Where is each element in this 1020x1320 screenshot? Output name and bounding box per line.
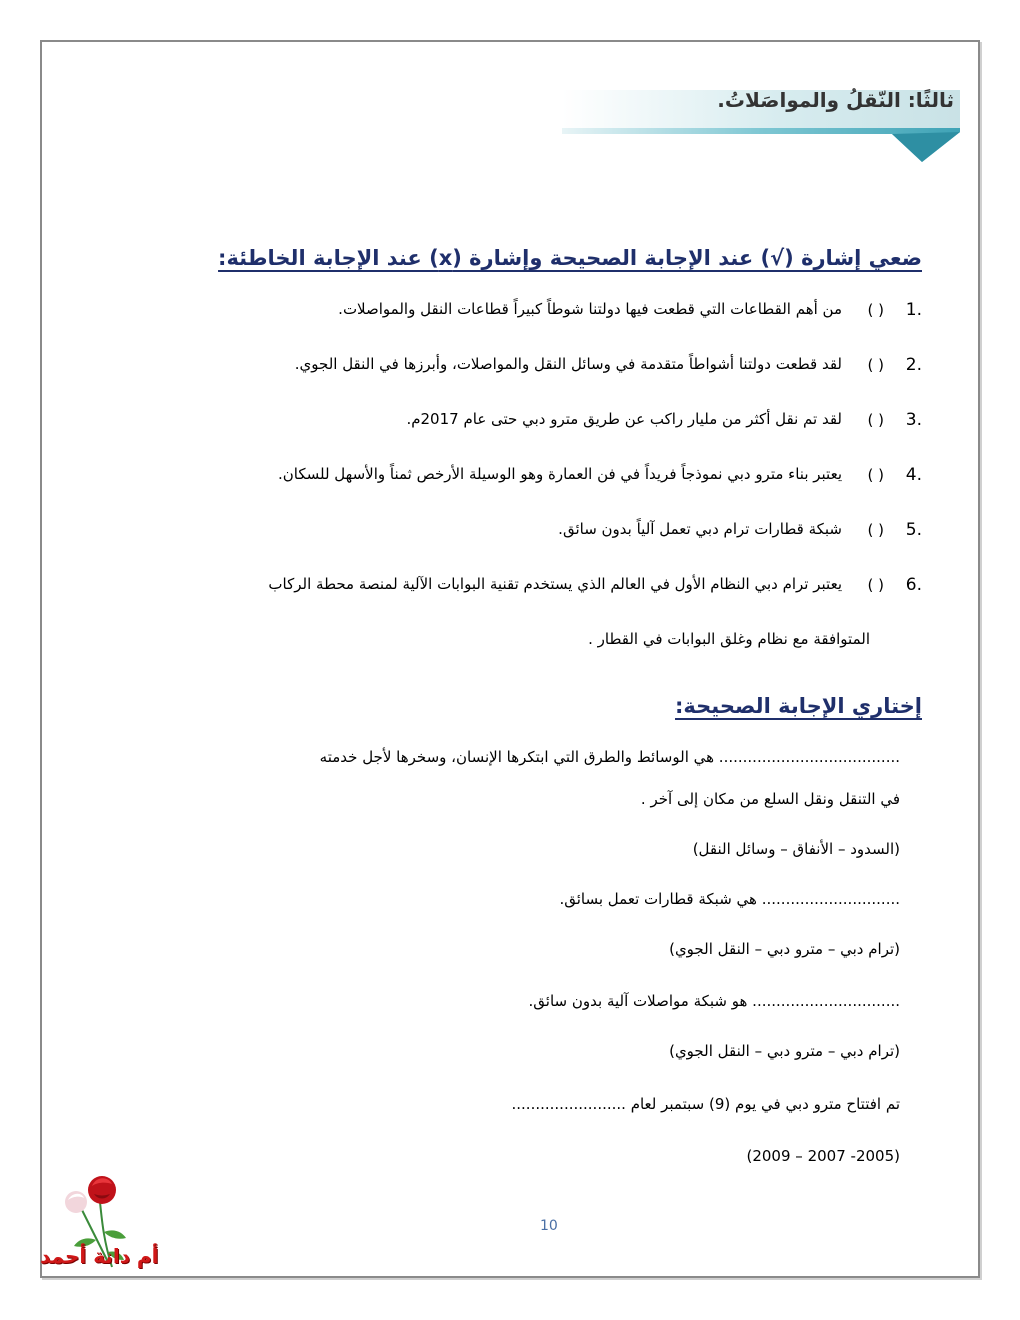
mcq-3-text: ............................... هو شبكة مواصلات آلية بدون سائق. <box>528 992 900 1010</box>
question-text: من أهم القطاعات التي قطعت فيها دولتنا شوطاً كبيراً قطاعات النقل والمواصلات. <box>338 300 842 318</box>
answer-box[interactable]: ( ) <box>867 411 884 429</box>
question-text: لقد قطعت دولتنا أشواطاً متقدمة في وسائل النقل والمواصلات، وأبرزها في النقل الجوي. <box>294 355 842 373</box>
question-number: 1. <box>905 300 922 320</box>
mcq-1-options[interactable]: (السدود – الأنفاق – وسائل النقل) <box>692 840 900 858</box>
page-number: 10 <box>540 1218 558 1234</box>
question-text: يعتبر بناء مترو دبي نموذجاً فريداً في فن العمارة وهو الوسيلة الأرخص ثمناً والأسهل للسكان. <box>277 465 842 483</box>
answer-box[interactable]: ( ) <box>867 356 884 374</box>
question-number: 2. <box>905 355 922 375</box>
mcq-1-text: ...................................... هي الوسائط والطرق التي ابتكرها الإنسان، وسخرها لأجل خدمته <box>319 748 900 766</box>
question-3 <box>132 410 922 440</box>
question-text: يعتبر ترام دبي النظام الأول في العالم الذي يستخدم تقنية البوابات الآلية لمنصة محطة الركاب <box>268 575 842 593</box>
mcq-4-text: تم افتتاح مترو دبي في يوم (9) سبتمبر لعام ........................ <box>511 1095 900 1113</box>
question-number: 5. <box>905 520 922 540</box>
logo-text: أم دانة أحمد <box>40 1244 159 1268</box>
section2-title: إختاري الإجابة الصحيحة: <box>675 694 922 718</box>
page-title: ثالثًا: النّقلُ والمواصَلاتُ. <box>717 88 954 112</box>
answer-box[interactable]: ( ) <box>867 301 884 319</box>
answer-box[interactable]: ( ) <box>867 466 884 484</box>
mcq-4-options[interactable]: (2005- 2007 – 2009) <box>746 1147 900 1165</box>
answer-box[interactable]: ( ) <box>867 576 884 594</box>
question-text: لقد تم نقل أكثر من مليار راكب عن طريق مترو دبي حتى عام 2017م. <box>406 410 842 428</box>
question-6-continuation: المتوافقة مع نظام وغلق البوابات في القطار . <box>588 630 870 648</box>
answer-box[interactable]: ( ) <box>867 521 884 539</box>
question-1 <box>132 300 922 330</box>
mcq-2-text: ............................. هي شبكة قطارات تعمل بسائق. <box>559 890 900 908</box>
mcq-2-options[interactable]: (ترام دبي – مترو دبي – النقل الجوي) <box>669 940 900 958</box>
mcq-3-options[interactable]: (ترام دبي – مترو دبي – النقل الجوي) <box>669 1042 900 1060</box>
question-text: شبكة قطارات ترام دبي تعمل آلياً بدون سائق. <box>558 520 842 538</box>
question-number: 4. <box>905 465 922 485</box>
mcq-1-continuation: في التنقل ونقل السلع من مكان إلى آخر . <box>640 790 900 808</box>
question-number: 3. <box>905 410 922 430</box>
section1-title: ضعي إشارة (√) عند الإجابة الصحيحة وإشارة (x) عند الإجابة الخاطئة: <box>218 246 922 270</box>
question-4 <box>132 465 922 495</box>
question-5 <box>132 520 922 550</box>
page-frame <box>40 40 980 1278</box>
question-number: 6. <box>905 575 922 595</box>
question-2 <box>132 355 922 385</box>
question-6 <box>132 575 922 605</box>
